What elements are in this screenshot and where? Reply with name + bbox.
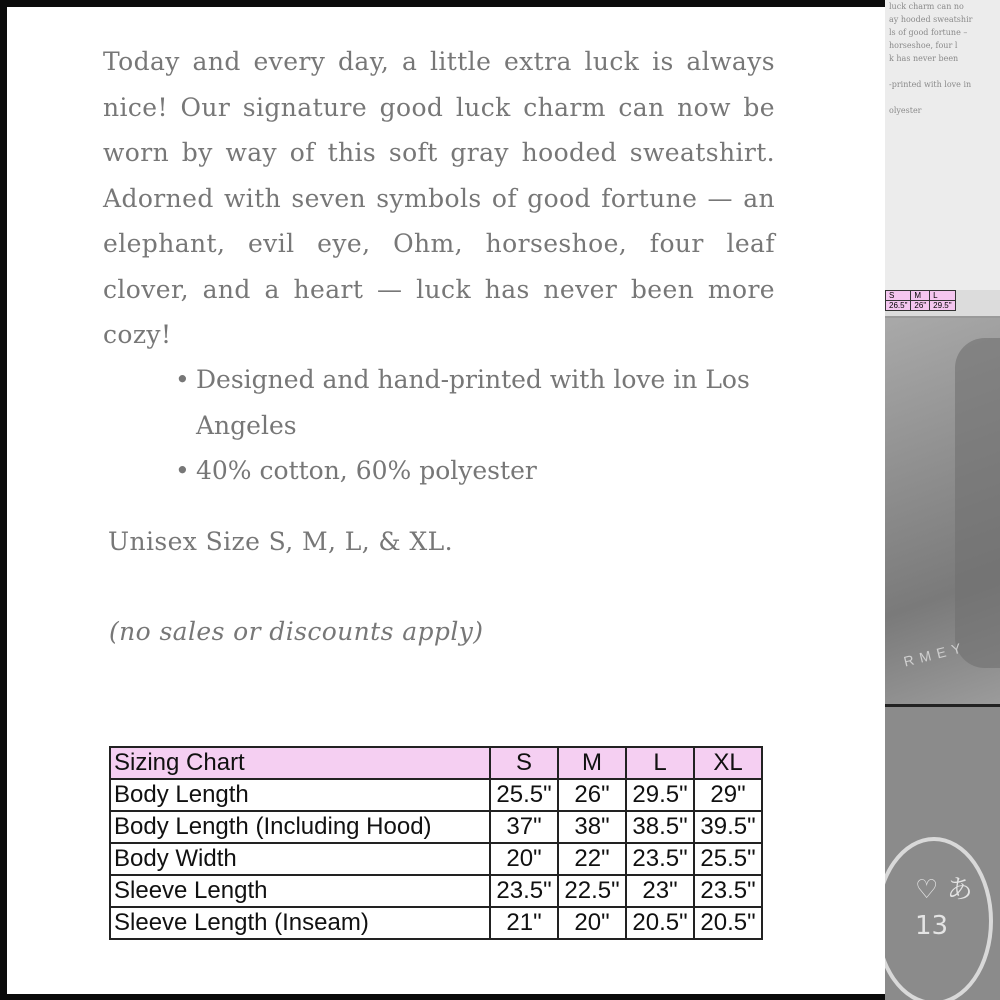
measurement-value: 20.5" <box>694 907 762 939</box>
measurement-value: 38" <box>558 811 626 843</box>
feature-item <box>175 448 795 494</box>
thumb-line: horseshoe, four l <box>889 41 958 50</box>
thumb-size-header: S <box>886 291 911 301</box>
size-header: XL <box>694 747 762 779</box>
measurement-value: 23.5" <box>490 875 558 907</box>
measurement-label: Sleeve Length (Inseam) <box>110 907 490 939</box>
table-row <box>110 779 762 811</box>
thumb-line: luck charm can no <box>889 2 964 11</box>
thumb-line: ls of good fortune – <box>889 28 968 37</box>
measurement-label: Sleeve Length <box>110 875 490 907</box>
product-description: Today and every day, a little extra luck is always nice! Our signature good luck charm can now be worn by way of this soft gray hooded sweatshirt. Adorned with seven symbols of good fortune — an elephant, evil eye, Ohm, horseshoe, four leaf clover, and a heart — luck has never been more cozy! <box>103 47 775 349</box>
hoodie-brand-text: RMEY <box>902 638 969 670</box>
thumb-line <box>885 65 1000 78</box>
thumbnail-strip[interactable] <box>885 0 1000 1000</box>
table-header-row <box>110 747 762 779</box>
thumbnail-emblem-photo[interactable] <box>885 707 1000 1000</box>
measurement-value: 23.5" <box>694 875 762 907</box>
measurement-value: 22.5" <box>558 875 626 907</box>
feature-text: Designed and hand-printed with love in Los Angeles <box>196 365 750 440</box>
size-header: M <box>558 747 626 779</box>
size-availability: Unisex Size S, M, L, & XL. <box>108 527 453 556</box>
measurement-value: 38.5" <box>626 811 694 843</box>
thumbnail-sizing-table[interactable] <box>885 290 1000 316</box>
measurement-value: 23.5" <box>626 843 694 875</box>
sizing-chart-title: Sizing Chart <box>110 747 490 779</box>
hoodie-fold-shape <box>955 338 1000 668</box>
measurement-value: 39.5" <box>694 811 762 843</box>
table-row <box>110 875 762 907</box>
measurement-value: 25.5" <box>694 843 762 875</box>
table-row <box>110 811 762 843</box>
emblem-symbols: ♡ あ 13 <box>915 875 973 941</box>
thumb-line: -printed with love in <box>889 80 972 89</box>
measurement-value: 20" <box>558 907 626 939</box>
measurement-value: 37" <box>490 811 558 843</box>
size-header: S <box>490 747 558 779</box>
measurement-value: 21" <box>490 907 558 939</box>
feature-text: 40% cotton, 60% polyester <box>196 456 537 485</box>
bullet-icon: • <box>175 365 190 394</box>
thumb-size-value: 29.5" <box>930 301 955 311</box>
thumb-size-value: 26" <box>911 301 930 311</box>
measurement-label: Body Length (Including Hood) <box>110 811 490 843</box>
measurement-value: 22" <box>558 843 626 875</box>
thumb-line: k has never been <box>889 54 959 63</box>
thumb-line <box>885 91 1000 104</box>
thumb-line: ay hooded sweatshir <box>889 15 973 24</box>
measurement-value: 25.5" <box>490 779 558 811</box>
discount-note: (no sales or discounts apply) <box>109 617 484 646</box>
thumbnail-hoodie-photo[interactable] <box>885 318 1000 704</box>
measurement-value: 29.5" <box>626 779 694 811</box>
measurement-value: 23" <box>626 875 694 907</box>
thumb-size-header: M <box>911 291 930 301</box>
measurement-value: 29" <box>694 779 762 811</box>
thumb-size-header: L <box>930 291 955 301</box>
size-header: L <box>626 747 694 779</box>
thumb-line: olyester <box>889 106 922 115</box>
feature-list <box>175 357 795 494</box>
sizing-chart-table <box>109 746 763 940</box>
measurement-value: 20.5" <box>626 907 694 939</box>
measurement-value: 20" <box>490 843 558 875</box>
thumb-size-value: 26.5" <box>886 301 911 311</box>
feature-item <box>175 357 795 448</box>
thumbnail-description[interactable] <box>885 0 1000 290</box>
table-row <box>110 907 762 939</box>
measurement-value: 26" <box>558 779 626 811</box>
bullet-icon: • <box>175 456 190 485</box>
measurement-label: Body Width <box>110 843 490 875</box>
table-row <box>110 843 762 875</box>
measurement-label: Body Length <box>110 779 490 811</box>
